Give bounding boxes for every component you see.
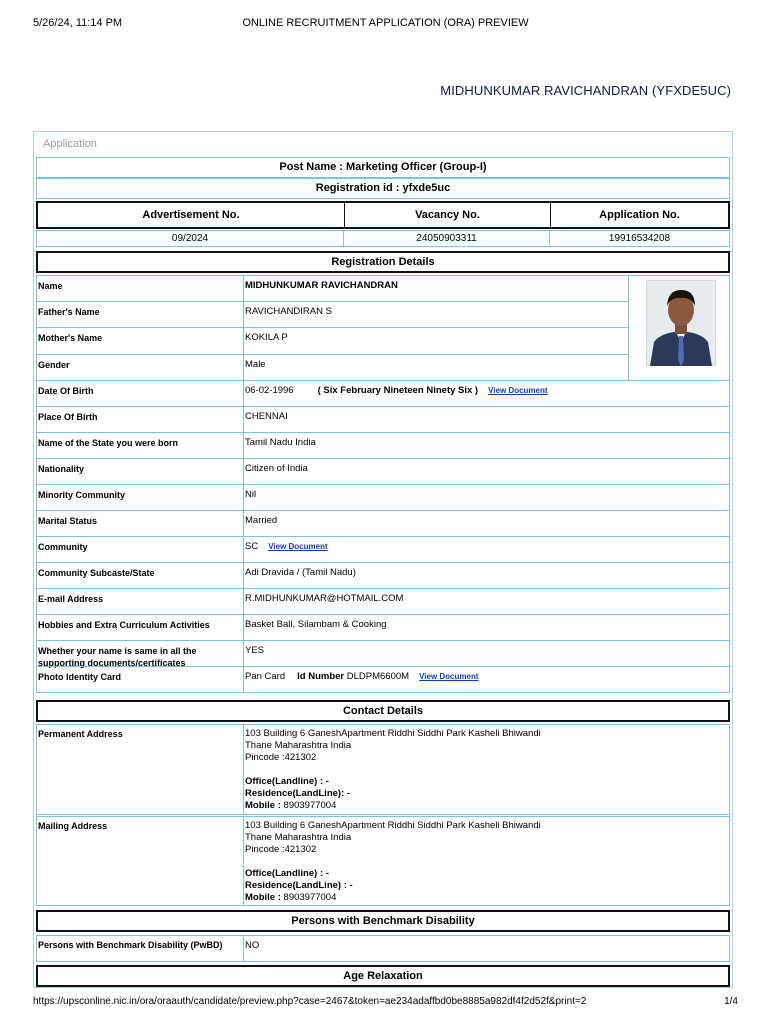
value-photo-identity-card (244, 666, 730, 693)
row-hobbies-and-extra-curriculum-activities (36, 614, 730, 641)
value-text-mother-s-name: KOKILA P (245, 332, 288, 343)
registration-details-title: Registration Details (331, 256, 435, 268)
row-community-subcaste-state (36, 562, 730, 589)
mailing-address-row (36, 816, 730, 906)
row-place-of-birth (36, 406, 730, 433)
mailing-address-value (244, 816, 730, 906)
value-date-of-birth (244, 380, 730, 407)
value-text-father-s-name: RAVICHANDIRAN S (245, 306, 332, 317)
value-gender (244, 354, 629, 381)
value-name-of-the-state-you-were-born (244, 432, 730, 459)
row-name (36, 275, 730, 302)
application-panel (33, 131, 733, 988)
pwbd-row (36, 935, 730, 962)
value-text-marital-status: Married (245, 515, 278, 526)
print-header (33, 17, 738, 31)
id-number-value: DLDPM6600M (346, 671, 410, 682)
value-text-minority-community: Nil (245, 489, 257, 500)
label-place-of-birth: Place Of Birth (36, 406, 244, 433)
permanent-address-line1: 103 Building 6 GaneshApartment Riddhi Siddhi Park Kasheli Bhiwandi (245, 728, 541, 739)
permanent-office-phone: Office(Landline) : - (245, 776, 329, 787)
value-community-subcaste-state (244, 562, 730, 589)
value-father-s-name (244, 301, 629, 328)
value-text-date-of-birth: 06-02-1996 (245, 385, 294, 396)
row-e-mail-address (36, 588, 730, 615)
age-relaxation-header (36, 965, 730, 987)
value-text-nationality: Citizen of India (245, 463, 308, 474)
row-father-s-name (36, 301, 730, 328)
value-text-place-of-birth: CHENNAI (245, 411, 288, 422)
value-text-whether-your-name-is-same-in-all-the-sup: YES (245, 645, 265, 656)
row-whether-your-name-is-same-in-all-the-sup (36, 640, 730, 667)
view-document-link-community[interactable]: View Document (268, 542, 328, 551)
pwbd-header (36, 910, 730, 932)
value-text-gender: Male (245, 359, 266, 370)
mailing-address-label: Mailing Address (36, 816, 244, 906)
candidate-heading: MIDHUNKUMAR RAVICHANDRAN (YFXDE5UC) (440, 83, 731, 98)
permanent-mobile-label: Mobile : (245, 800, 284, 811)
value-text-photo-identity-card: Pan Card (245, 671, 286, 682)
print-footer (33, 996, 738, 1010)
mailing-residence-phone: Residence(LandLine) : - (245, 880, 353, 891)
post-name-bar (36, 157, 730, 178)
permanent-address-label: Permanent Address (36, 724, 244, 815)
label-father-s-name: Father's Name (36, 301, 244, 328)
contact-details-header (36, 700, 730, 722)
value-text-community: SC (245, 541, 259, 552)
pwbd-label: Persons with Benchmark Disability (PwBD) (36, 935, 244, 962)
label-community-subcaste-state: Community Subcaste/State (36, 562, 244, 589)
pwbd-value: NO (244, 935, 730, 962)
registration-details-table (36, 275, 730, 707)
row-photo-identity-card (36, 666, 730, 693)
advertisement-no-value: 09/2024 (37, 231, 344, 246)
dob-in-words: ( Six February Nineteen Ninety Six ) (317, 385, 479, 396)
value-mother-s-name (244, 327, 629, 355)
label-gender: Gender (36, 354, 244, 381)
view-document-link-photo-identity-card[interactable]: View Document (419, 672, 479, 681)
print-datetime: 5/26/24, 11:14 PM (33, 17, 123, 29)
value-minority-community (244, 484, 730, 511)
label-nationality: Nationality (36, 458, 244, 485)
row-marital-status (36, 510, 730, 537)
print-title: ONLINE RECRUITMENT APPLICATION (ORA) PREVIEW (242, 17, 529, 29)
row-date-of-birth (36, 380, 730, 407)
row-mother-s-name (36, 327, 730, 355)
value-place-of-birth (244, 406, 730, 433)
value-marital-status (244, 510, 730, 537)
mailing-office-phone: Office(Landline) : - (245, 868, 329, 879)
value-nationality (244, 458, 730, 485)
row-gender (36, 354, 730, 381)
application-no-header: Application No. (599, 209, 680, 221)
permanent-address-row (36, 724, 730, 815)
row-nationality (36, 458, 730, 485)
advertisement-table (36, 201, 730, 247)
advertisement-value-row (36, 230, 730, 247)
value-e-mail-address (244, 588, 730, 615)
value-text-e-mail-address: R.MIDHUNKUMAR@HOTMAIL.COM (245, 593, 404, 604)
mailing-address-line2: Thane Maharashtra India (245, 832, 352, 843)
permanent-residence-phone: Residence(LandLine): - (245, 788, 351, 799)
mailing-mobile-number: 8903977004 (283, 892, 337, 903)
label-name-of-the-state-you-were-born: Name of the State you were born (36, 432, 244, 459)
label-hobbies-and-extra-curriculum-activities: Hobbies and Extra Curriculum Activities (36, 614, 244, 641)
label-minority-community: Minority Community (36, 484, 244, 511)
value-text-community-subcaste-state: Adi Dravida / (Tamil Nadu) (245, 567, 356, 578)
label-name: Name (36, 275, 244, 302)
label-e-mail-address: E-mail Address (36, 588, 244, 615)
vacancy-no-value: 24050903311 (344, 231, 550, 246)
age-relaxation-title: Age Relaxation (343, 970, 423, 982)
application-label: Application (43, 138, 97, 150)
permanent-mobile (245, 800, 728, 812)
label-marital-status: Marital Status (36, 510, 244, 537)
label-photo-identity-card: Photo Identity Card (36, 666, 244, 693)
advertisement-no-header: Advertisement No. (38, 203, 345, 227)
label-community: Community (36, 536, 244, 563)
registration-id-bar (36, 178, 730, 199)
value-name (244, 275, 629, 302)
value-text-name: MIDHUNKUMAR RAVICHANDRAN (245, 280, 398, 291)
mailing-address-line1: 103 Building 6 GaneshApartment Riddhi Siddhi Park Kasheli Bhiwandi (245, 820, 541, 831)
id-number-label: Id Number (297, 671, 345, 682)
row-minority-community (36, 484, 730, 511)
advertisement-header-row (36, 201, 730, 229)
pwbd-title: Persons with Benchmark Disability (291, 915, 475, 927)
value-text-name-of-the-state-you-were-born: Tamil Nadu India (245, 437, 316, 448)
mailing-mobile-label: Mobile : (245, 892, 284, 903)
value-hobbies-and-extra-curriculum-activities (244, 614, 730, 641)
value-text-hobbies-and-extra-curriculum-activities: Basket Ball, Silambam & Cooking (245, 619, 387, 630)
label-mother-s-name: Mother's Name (36, 327, 244, 355)
page-number: 1/4 (724, 996, 738, 1007)
row-name-of-the-state-you-were-born (36, 432, 730, 459)
permanent-mobile-number: 8903977004 (283, 800, 337, 811)
permanent-address-line2: Thane Maharashtra India (245, 740, 352, 751)
contact-details-title: Contact Details (342, 705, 424, 717)
label-whether-your-name-is-same-in-all-the-sup: Whether your name is same in all the supporting documents/certificates (36, 640, 244, 667)
label-date-of-birth: Date Of Birth (36, 380, 244, 407)
page-url: https://upsconline.nic.in/ora/oraauth/candidate/preview.php?case=2467&token=ae234adaffbd0be8885a982df4f2d52f&print=2 (33, 996, 587, 1007)
row-community (36, 536, 730, 563)
view-document-link-date-of-birth[interactable]: View Document (488, 386, 548, 395)
application-no-value: 19916534208 (608, 233, 671, 244)
permanent-pincode: Pincode :421302 (245, 752, 317, 763)
registration-details-header (36, 251, 730, 273)
value-whether-your-name-is-same-in-all-the-sup (244, 640, 730, 667)
permanent-address-value (244, 724, 730, 815)
value-community (244, 536, 730, 563)
mailing-mobile (245, 892, 728, 904)
vacancy-no-header: Vacancy No. (345, 203, 551, 227)
registration-id: Registration id : yfxde5uc (315, 182, 451, 194)
mailing-pincode: Pincode :421302 (245, 844, 317, 855)
post-name: Post Name : Marketing Officer (Group-I) (279, 161, 487, 173)
